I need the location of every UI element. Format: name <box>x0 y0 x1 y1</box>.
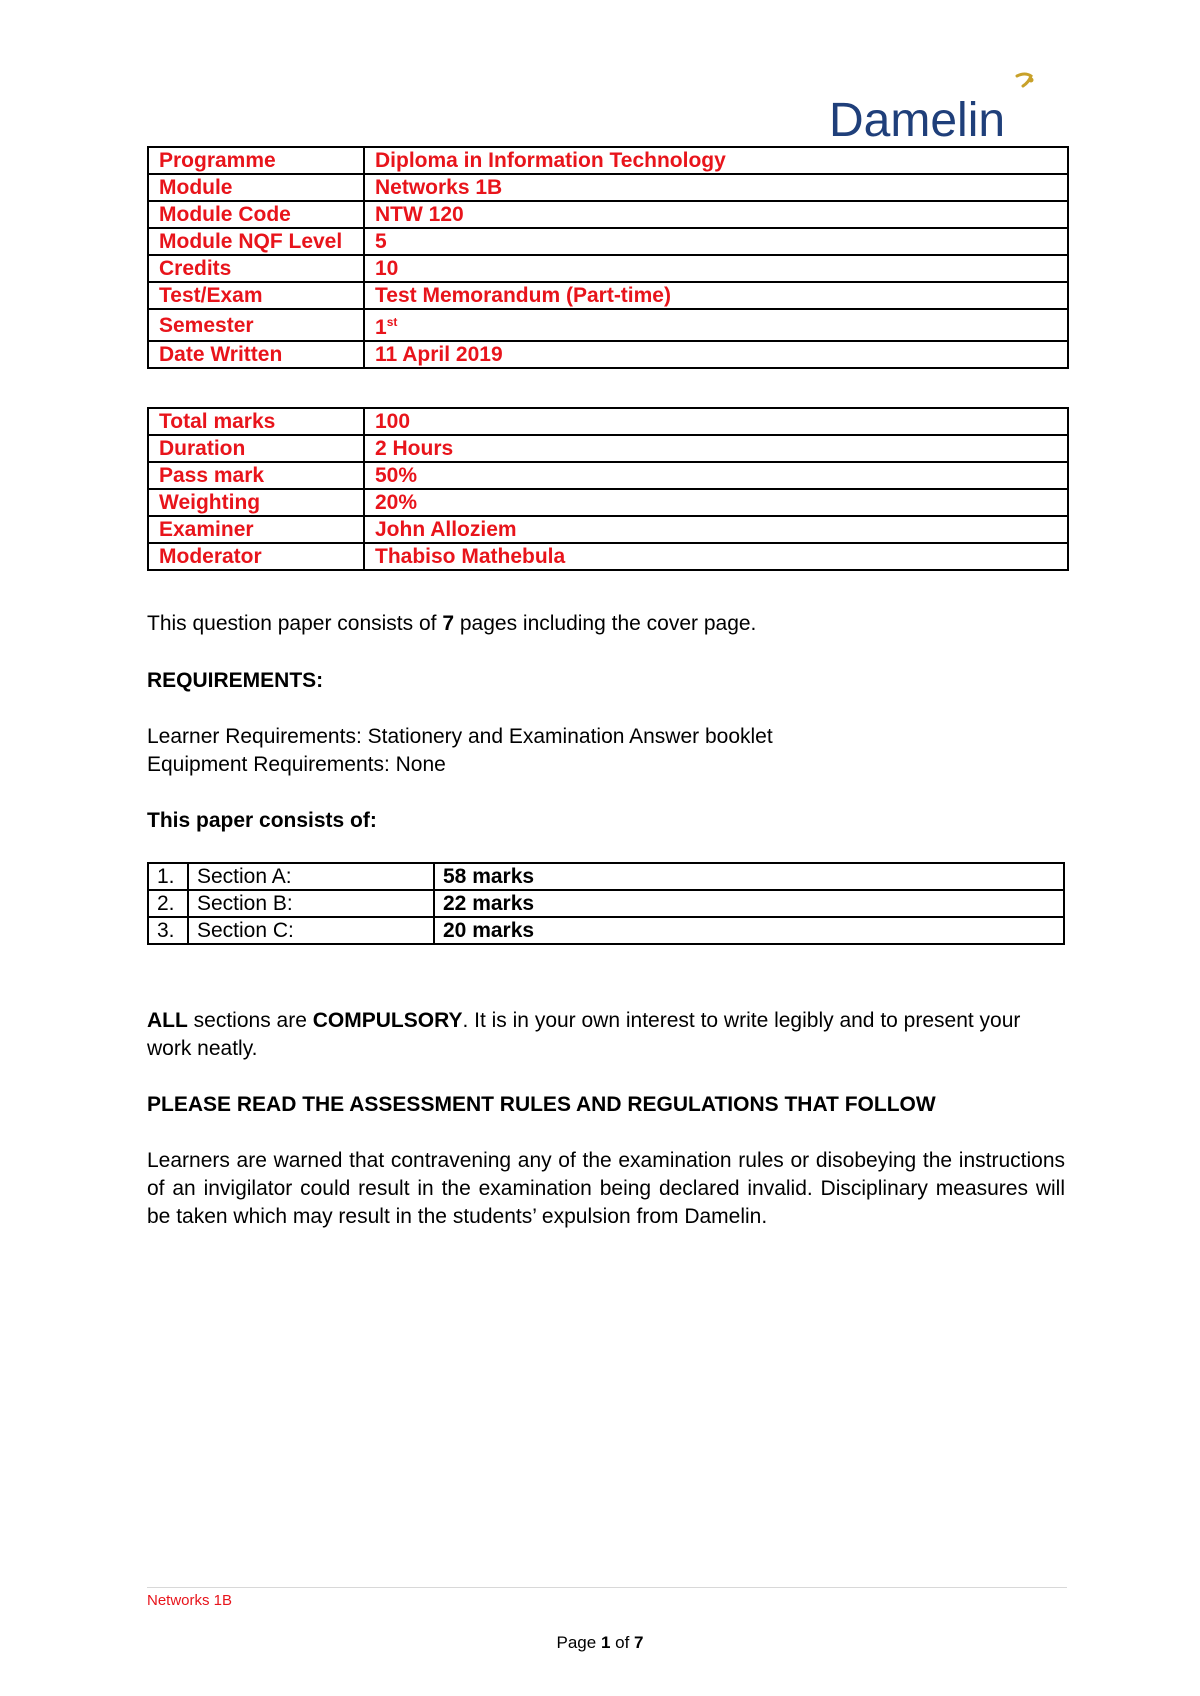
info-value <box>364 341 1068 368</box>
info-value-text: NTW 120 <box>375 203 464 226</box>
section-number: 1. <box>148 863 188 890</box>
info-row <box>148 462 1068 489</box>
info-row <box>148 341 1068 368</box>
section-marks: 22 marks <box>434 890 1064 917</box>
info-value <box>364 147 1068 174</box>
info-value <box>364 282 1068 309</box>
info-value-text: Diploma in Information Technology <box>375 149 726 172</box>
damelin-logo <box>825 68 1065 148</box>
learner-requirements: Learner Requirements: Stationery and Examination Answer booklet <box>147 725 773 748</box>
section-name: Section B: <box>188 890 434 917</box>
info-value-text: 1 <box>375 316 387 339</box>
info-label: Examiner <box>148 516 364 543</box>
info-value <box>364 489 1068 516</box>
consists-heading: This paper consists of: <box>147 809 377 832</box>
info-value-text: Thabiso Mathebula <box>375 545 566 568</box>
info-row <box>148 174 1068 201</box>
info-row <box>148 282 1068 309</box>
info-value <box>364 408 1068 435</box>
info-value-text: Networks 1B <box>375 176 503 199</box>
info-value-text: 11 April 2019 <box>375 343 503 366</box>
info-label: Weighting <box>148 489 364 516</box>
info-value <box>364 228 1068 255</box>
section-row <box>148 890 1064 917</box>
info-label: Duration <box>148 435 364 462</box>
info-label: Date Written <box>148 341 364 368</box>
info-value-text: 100 <box>375 410 411 433</box>
info-row <box>148 489 1068 516</box>
info-value-text: 10 <box>375 257 399 280</box>
info-label: Module NQF Level <box>148 228 364 255</box>
info-row <box>148 201 1068 228</box>
logo-wordmark: Damelin <box>829 94 1006 147</box>
section-marks: 58 marks <box>434 863 1064 890</box>
info-value <box>364 174 1068 201</box>
info-row <box>148 309 1068 341</box>
section-number: 2. <box>148 890 188 917</box>
module-info-table <box>147 146 1069 369</box>
sections-table <box>147 862 1065 945</box>
info-row <box>148 435 1068 462</box>
section-name: Section A: <box>188 863 434 890</box>
section-row <box>148 863 1064 890</box>
info-value-superscript: st <box>386 315 398 329</box>
info-value <box>364 201 1068 228</box>
assessment-info-table <box>147 407 1069 571</box>
info-value-text: 5 <box>375 230 387 253</box>
info-row <box>148 408 1068 435</box>
section-marks: 20 marks <box>434 917 1064 944</box>
info-row <box>148 516 1068 543</box>
section-number: 3. <box>148 917 188 944</box>
info-value <box>364 462 1068 489</box>
info-label: Semester <box>148 309 364 341</box>
info-label: Moderator <box>148 543 364 570</box>
info-label: Credits <box>148 255 364 282</box>
footer-module-name: Networks 1B <box>147 1592 233 1609</box>
info-value <box>364 516 1068 543</box>
info-label: Module Code <box>148 201 364 228</box>
info-value <box>364 309 1068 341</box>
info-value-text: 50% <box>375 464 418 487</box>
pages-statement: This question paper consists of 7 pages including the cover page. <box>147 612 757 635</box>
warning-paragraph: Learners are warned that contravening any of the examination rules or disobeying the instructions of an invigilator could result in the examination being declared invalid. Disciplinary measures will be taken which may result in the students’ expulsion from Damelin. <box>147 1149 1065 1228</box>
rules-heading: PLEASE READ THE ASSESSMENT RULES AND REGULATIONS THAT FOLLOW <box>147 1093 936 1116</box>
info-value-text: 2 Hours <box>375 437 454 460</box>
info-value <box>364 255 1068 282</box>
info-value <box>364 543 1068 570</box>
info-value-text: Test Memorandum (Part-time) <box>375 284 671 307</box>
info-label: Pass mark <box>148 462 364 489</box>
footer-divider <box>147 1587 1067 1588</box>
info-row <box>148 228 1068 255</box>
info-label: Programme <box>148 147 364 174</box>
info-label: Test/Exam <box>148 282 364 309</box>
info-row <box>148 543 1068 570</box>
equipment-requirements: Equipment Requirements: None <box>147 753 446 776</box>
requirements-heading: REQUIREMENTS: <box>147 669 324 692</box>
section-row <box>148 917 1064 944</box>
info-row <box>148 147 1068 174</box>
section-name: Section C: <box>188 917 434 944</box>
info-value-text: John Alloziem <box>375 518 517 541</box>
page-number: Page 1 of 7 <box>556 1633 644 1652</box>
info-label: Module <box>148 174 364 201</box>
info-value <box>364 435 1068 462</box>
info-row <box>148 255 1068 282</box>
compulsory-statement: ALL sections are COMPULSORY. It is in your own interest to write legibly and to present your work neatly. <box>147 1009 1021 1060</box>
info-label: Total marks <box>148 408 364 435</box>
info-value-text: 20% <box>375 491 418 514</box>
